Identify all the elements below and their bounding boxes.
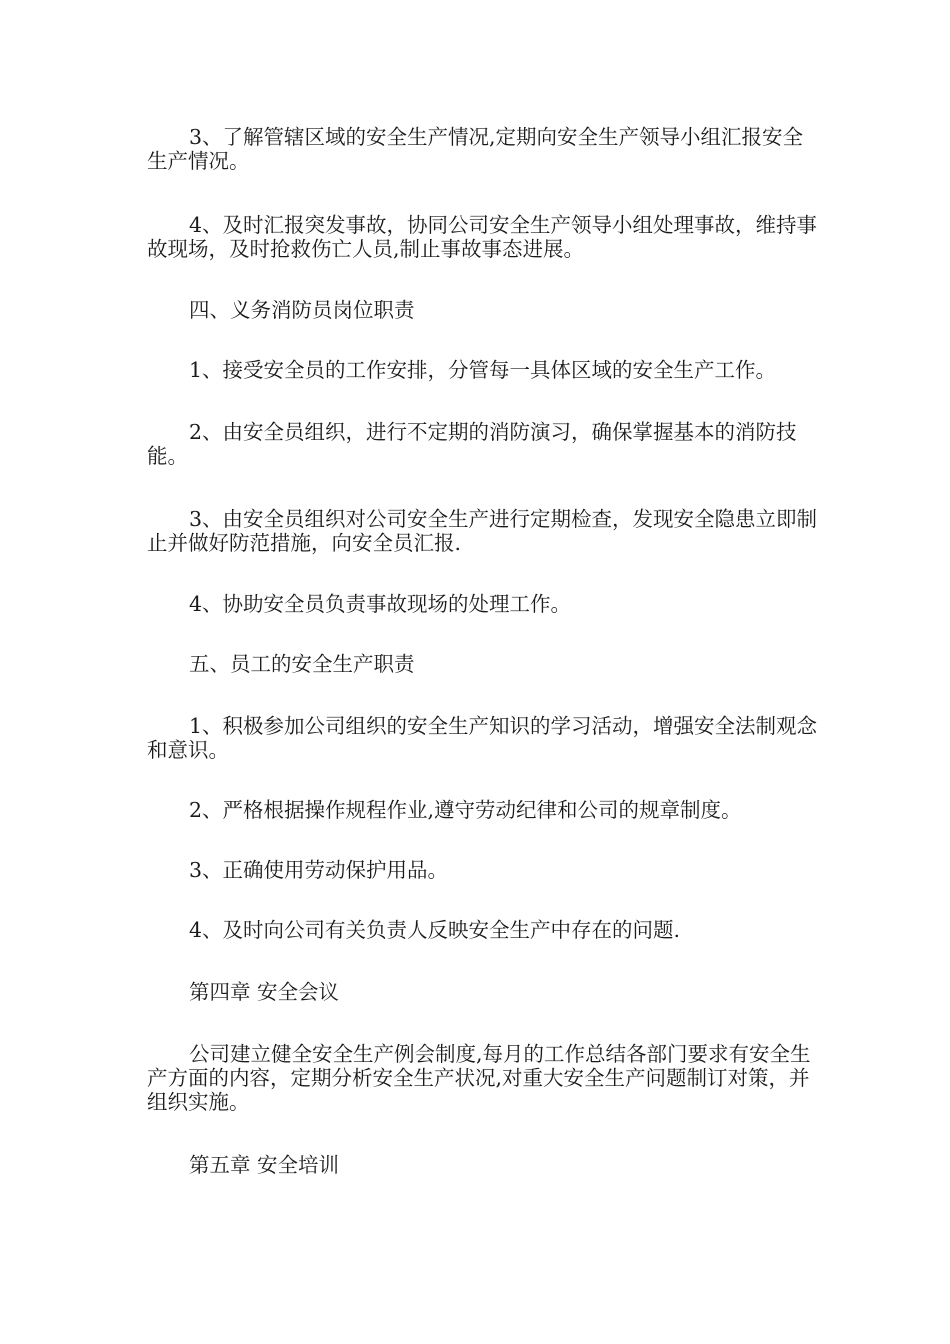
paragraph-4-report-accidents: 4、及时汇报突发事故，协同公司安全生产领导小组处理事故，维持事故现场，及时抢救伤亡人员,制止事故事态进展。 — [147, 213, 818, 261]
chapter-heading-safety-training: 第五章 安全培训 — [189, 1153, 340, 1177]
paragraph-4-assist-accident-handling: 4、协助安全员负责事故现场的处理工作。 — [189, 592, 572, 616]
paragraph-4-report-problems: 4、及时向公司有关负责人反映安全生产中存在的问题. — [189, 918, 681, 942]
paragraph-3-regular-inspection: 3、由安全员组织对公司安全生产进行定期检查，发现安全隐患立即制止并做好防范措施，向安全员汇报. — [147, 507, 818, 555]
section-heading-employee-duties: 五、员工的安全生产职责 — [189, 652, 415, 676]
section-heading-firefighter-duties: 四、义务消防员岗位职责 — [189, 298, 415, 322]
paragraph-2-follow-procedures: 2、严格根据操作规程作业,遵守劳动纪律和公司的规章制度。 — [189, 798, 742, 822]
paragraph-2-fire-drills: 2、由安全员组织，进行不定期的消防演习，确保掌握基本的消防技能。 — [147, 420, 797, 468]
paragraph-3-protective-equipment: 3、正确使用劳动保护用品。 — [189, 858, 449, 882]
chapter-heading-safety-meetings: 第四章 安全会议 — [189, 980, 340, 1004]
paragraph-3-understand-area: 3、了解管辖区域的安全生产情况,定期向安全生产领导小组汇报安全生产情况。 — [147, 125, 804, 173]
paragraph-1-participate-learning: 1、积极参加公司组织的安全生产知识的学习活动，增强安全法制观念和意识。 — [147, 714, 818, 762]
paragraph-1-accept-assignment: 1、接受安全员的工作安排，分管每一具体区域的安全生产工作。 — [189, 358, 777, 382]
paragraph-safety-meeting-system: 公司建立健全安全生产例会制度,每月的工作总结各部门要求有安全生产方面的内容，定期分析安全生产状况,对重大安全生产问题制订对策，并组织实施。 — [147, 1042, 811, 1114]
